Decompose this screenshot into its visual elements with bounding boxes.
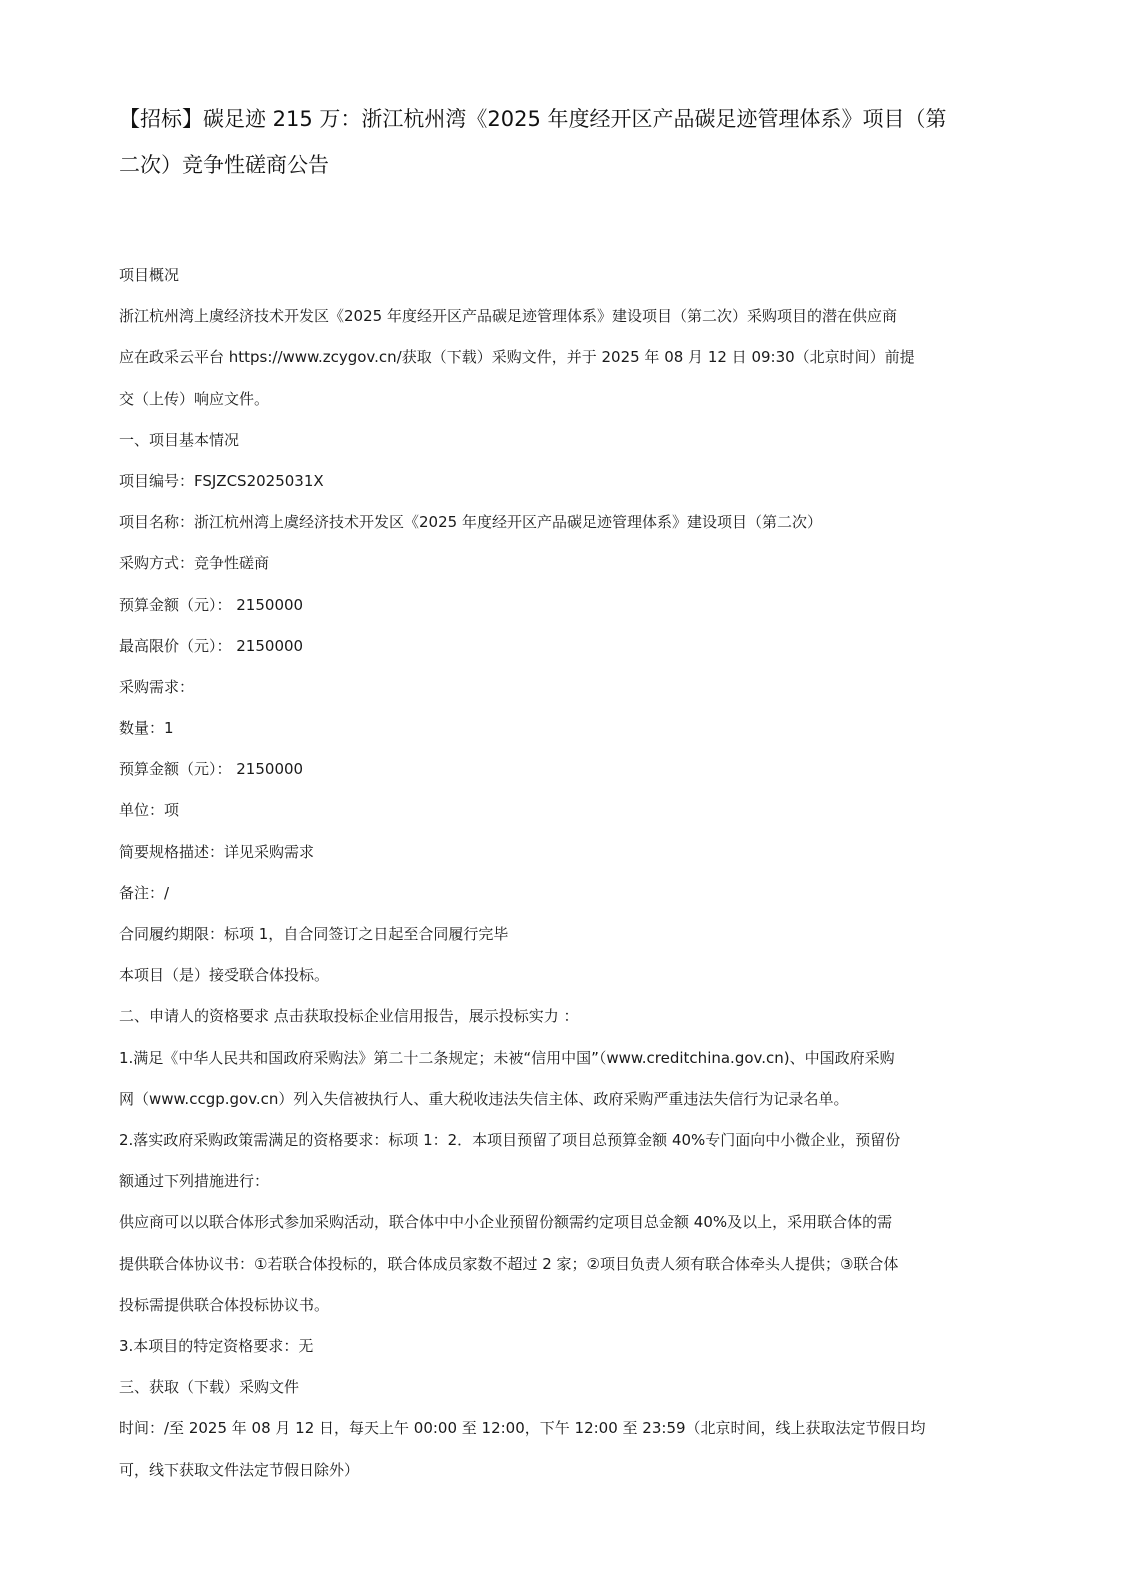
document-body — [119, 255, 999, 1491]
overview-paragraph — [119, 296, 999, 420]
requirement-line: 1.满足《中华人民共和国政府采购法》第二十二条规定；未被“信用中国”（www.creditchina.gov.cn)、中国政府采购 — [119, 1048, 895, 1067]
quantity: 数量：1 — [119, 719, 174, 738]
consortium-accepted: 本项目（是）接受联合体投标。 — [119, 966, 330, 985]
requirement-line: 额通过下列措施进行： — [119, 1172, 270, 1191]
section3-heading: 三、获取（下载）采购文件 — [119, 1378, 300, 1397]
budget-amount: 预算金额（元）： 2150000 — [119, 595, 304, 614]
requirement-line: 2.落实政府采购政策需满足的资格要求：标项 1：2．本项目预留了项目总预算金额 40%专门面向中小微企业，预留份 — [119, 1131, 901, 1150]
consortium-line: 提供联合体协议书：①若联合体投标的，联合体成员家数不超过 2 家；②项目负责人须有联合体牵头人提供；③联合体 — [119, 1254, 899, 1273]
spec-description: 简要规格描述：详见采购需求 — [119, 842, 315, 861]
remark: 备注：/ — [119, 883, 170, 902]
title-line-1: 【招标】碳足迹 215 万：浙江杭州湾《2025 年度经开区产品碳足迹管理体系》项目（第 — [119, 107, 947, 131]
procurement-method: 采购方式：竞争性磋商 — [119, 554, 270, 573]
project-number: 项目编号：FSJZCS2025031X — [119, 471, 324, 490]
unit: 单位：项 — [119, 801, 180, 820]
consortium-line: 投标需提供联合体投标协议书。 — [119, 1295, 330, 1314]
download-time-line: 时间：/至 2025 年 08 月 12 日，每天上午 00:00 至 12:00，下午 12:00 至 23:59（北京时间，线上获取法定节假日均 — [119, 1419, 926, 1438]
consortium-line: 供应商可以以联合体形式参加采购活动，联合体中中小企业预留份额需约定项目总金额 40%及以上，采用联合体的需 — [119, 1213, 893, 1232]
requirement-item-1 — [119, 1038, 999, 1120]
overview-line: 交（上传）响应文件。 — [119, 389, 270, 408]
overview-heading: 项目概况 — [119, 266, 180, 284]
download-time-line: 可，线下获取文件法定节假日除外） — [119, 1460, 360, 1479]
consortium-paragraph — [119, 1202, 999, 1326]
budget-amount-repeat: 预算金额（元）： 2150000 — [119, 760, 304, 779]
project-name: 项目名称：浙江杭州湾上虞经济技术开发区《2025 年度经开区产品碳足迹管理体系》建设项目（第二次） — [119, 513, 822, 532]
overview-line: 应在政采云平台 https://www.zcygov.cn/获取（下载）采购文件，并于 2025 年 08 月 12 日 09:30（北京时间）前提 — [119, 348, 915, 367]
requirement-line: 网（www.ccgp.gov.cn）列入失信被执行人、重大税收违法失信主体、政府采购严重违法失信行为记录名单。 — [119, 1089, 849, 1108]
requirements-label: 采购需求： — [119, 677, 195, 696]
title-line-2: 二次）竞争性磋商公告 — [119, 153, 329, 177]
download-time — [119, 1408, 999, 1490]
document-title — [119, 96, 999, 188]
section2-heading: 二、申请人的资格要求 点击获取投标企业信用报告，展示投标实力 ： — [119, 1007, 579, 1026]
overview-line: 浙江杭州湾上虞经济技术开发区《2025 年度经开区产品碳足迹管理体系》建设项目（第二次）采购项目的潜在供应商 — [119, 307, 897, 326]
contract-period: 合同履约期限：标项 1，自合同签订之日起至合同履行完毕 — [119, 925, 509, 944]
section1-heading: 一、项目基本情况 — [119, 430, 240, 449]
requirement-item-3: 3.本项目的特定资格要求：无 — [119, 1337, 314, 1356]
max-price: 最高限价（元）： 2150000 — [119, 636, 304, 655]
requirement-item-2 — [119, 1120, 999, 1202]
